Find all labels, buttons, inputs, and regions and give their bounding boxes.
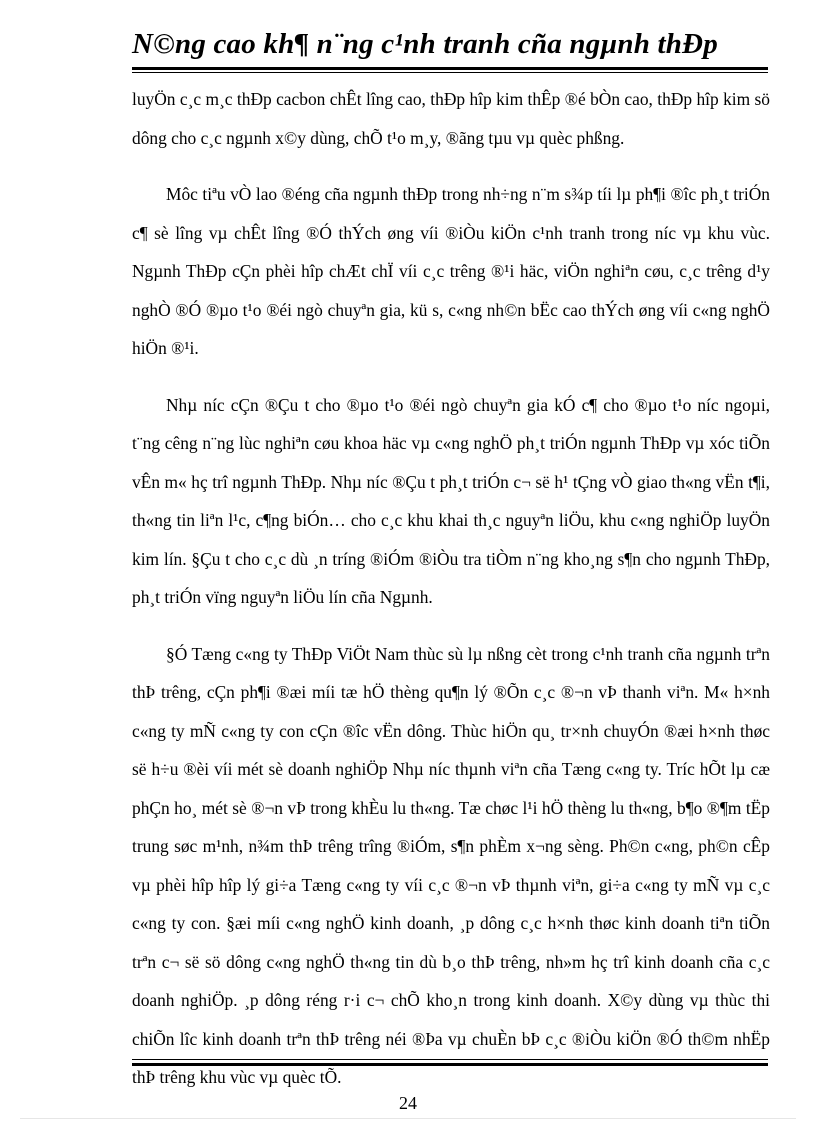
footer-rule-thick [132, 1063, 768, 1066]
paragraph-2: Môc tiªu vÒ lao ®éng cña ngµnh thÐp trong nh÷ng n¨m s¾p tíi lµ ph¶i ®îc ph¸t triÓn c¶ sè lîng vµ chÊt lîng ®Ó thÝch øng víi ®iÒu kiÖn c¹nh tranh trong níc vµ khu vùc. Ngµnh ThÐp cÇn phèi hîp chÆt chÏ víi c¸c trêng ®¹i häc, viÖn nghiªn cøu, c¸c trêng d¹y nghÒ ®Ó ®µo t¹o ®éi ngò chuyªn gia, kü s, c«ng nh©n bËc cao thÝch øng víi c«ng nghÖ hiÖn ®¹i. [132, 184, 770, 358]
page-bottom-edge [20, 1118, 796, 1119]
paragraph-gap [132, 368, 770, 386]
page-header-title: N©ng cao kh¶ n¨ng c¹nh tranh cña ngµnh thÐp [132, 28, 718, 60]
header-rule-thin [132, 72, 768, 73]
footer-rule-thin [132, 1059, 768, 1060]
paragraph-gap [132, 157, 770, 175]
page-number: 24 [399, 1093, 417, 1113]
header-rule-thick [132, 67, 768, 70]
paragraph-3: Nhµ níc cÇn ®Çu t cho ®µo t¹o ®éi ngò chuyªn gia kÓ c¶ cho ®µo t¹o níc ngoµi, t¨ng cêng n¨ng lùc nghiªn cøu khoa häc vµ c«ng nghÖ ph¸t triÓn ngµnh ThÐp vµ xóc tiÕn vÊn m« hç trî ngµnh ThÐp. Nhµ níc ®Çu t ph¸t triÓn c¬ së h¹ tÇng vÒ giao th«ng vËn t¶i, th«ng tin liªn l¹c, c¶ng biÓn… cho c¸c khu khai th¸c nguyªn liÖu, khu c«ng nghiÖp luyÖn kim lín. §Çu t cho c¸c dù ¸n tríng ®iÓm ®iÒu tra tiÒm n¨ng kho¸ng s¶n cho ngµnh ThÐp, ph¸t triÓn vïng nguyªn liÖu lín cña Ngµnh. [132, 394, 770, 607]
body-text [132, 80, 770, 1097]
paragraph-gap [132, 617, 770, 635]
paragraph-4: §Ó Tæng c«ng ty ThÐp ViÖt Nam thùc sù lµ nßng cèt trong c¹nh tranh cña ngµnh trªn thÞ trêng, cÇn ph¶i ®æi míi tæ hÖ thèng qu¶n lý ®Õn c¸c ®¬n vÞ thanh viªn. M« h×nh c«ng ty mÑ c«ng ty con cÇn ®îc vËn dông. Thùc hiÖn qu¸ tr×nh chuyÓn ®æi h×nh thøc së h÷u ®èi víi mét sè doanh nghiÖp Nhµ níc thµnh viªn cña Tæng c«ng ty. Tríc hÕt lµ cæ phÇn ho¸ mét sè ®¬n vÞ trong khÈu lu th«ng. Tæ chøc l¹i hÖ thèng lu th«ng, b¶o ®¶m tËp trung søc m¹nh, n¾m thÞ trêng trîng ®iÓm, s¶n phÈm x¬ng sèng. Ph©n c«ng, ph©n cÊp vµ phèi hîp hîp lý gi÷a Tæng c«ng ty víi c¸c ®¬n vÞ thµnh viªn, gi÷a c«ng ty mÑ vµ c¸c c«ng ty con. §æi míi c«ng nghÖ kinh doanh, ¸p dông c¸c h×nh thøc kinh doanh tiªn tiÕn trªn c¬ së sö dông c«ng nghÖ th«ng tin dù b¸o thÞ trêng, nh»m hç trî kinh doanh cña c¸c doanh nghiÖp. ¸p dông réng r·i c¬ chÕ kho¸n trong kinh doanh. X©y dùng vµ thùc thi chiÕn lîc kinh doanh trªn thÞ trêng néi ®Þa vµ chuÈn bÞ c¸c ®iÒu kiÖn ®Ó th©m nhËp thÞ trêng khu vùc vµ quèc tÕ. [132, 643, 770, 1087]
paragraph-1: luyÖn c¸c m¸c thÐp cacbon chÊt lîng cao, thÐp hîp kim thÊp ®é bÒn cao, thÐp hîp kim sö dông cho c¸c ngµnh x©y dùng, chÕ t¹o m¸y, ®ãng tµu vµ quèc phßng. [132, 89, 770, 148]
